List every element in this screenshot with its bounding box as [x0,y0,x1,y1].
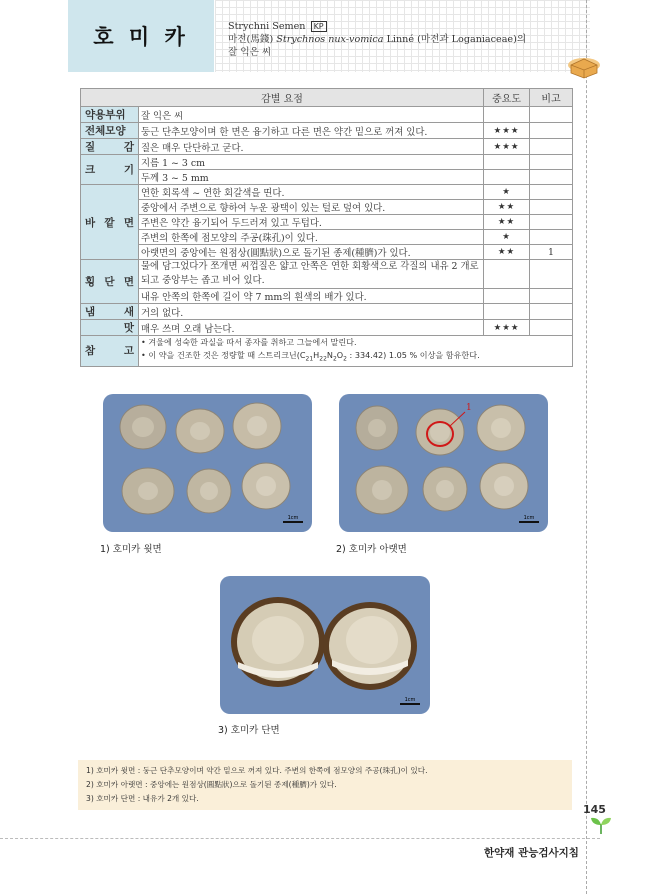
score-cell: ★★★ [484,139,530,155]
score-cell [484,155,530,170]
score-cell: ★★ [484,245,530,260]
formula-subscript: 2 [332,355,337,363]
table-row [81,320,573,336]
score-cell [484,304,530,320]
kp-badge: KP [311,21,327,32]
note-cell [530,304,573,320]
photo-top-face [103,394,312,532]
category-cell: 전체모양 [81,123,139,139]
marker-label: 1 [466,403,472,413]
score-cell [484,170,530,185]
category-cell: 바 깥 면 [81,185,139,260]
page-number: 145 [583,803,606,816]
summary-line: 3) 호미카 단면 : 내유가 2개 있다. [86,794,199,803]
sprout-icon [590,816,612,834]
photo-cross-section [220,576,430,714]
category-cell: 맛 [81,320,139,336]
table-row [81,336,573,367]
formula-subscript: 21 [305,355,314,363]
summary-line: 2) 호미카 아랫면 : 중앙에는 원점상(圓點狀)으로 돌기된 종제(種臍)가 있다. [86,780,337,789]
table-row [81,215,573,230]
note-cell [530,260,573,289]
note-cell [530,320,573,336]
note-cell [530,289,573,304]
reference-cell [139,336,573,367]
description-cell: 주변은 약간 융기되어 두드러져 있고 두텁다. [139,215,484,230]
margin-dotted-line [586,0,587,894]
description-cell: 주변의 한쪽에 점모양의 주공(珠孔)이 있다. [139,230,484,245]
header-description [228,20,578,59]
origin-prefix: 마전(馬錢) [228,34,274,45]
table-header-row [81,89,573,107]
note-cell [530,155,573,170]
score-cell [484,289,530,304]
description-cell: 매우 쓰며 오래 남는다. [139,320,484,336]
reference-line-1: • 겨울에 성숙한 과실을 따서 종자를 취하고 그늘에서 말린다. [141,337,357,347]
category-cell: 참 고 [81,336,139,367]
book-title: 한약재 관능검사지침 [484,847,579,859]
herb-box-icon [567,53,601,79]
description-cell: 지름 1 ~ 3 cm [139,155,484,170]
table-row [81,155,573,170]
note-cell [530,185,573,200]
scale-label: 1cm [287,515,299,521]
note-cell [530,230,573,245]
header-importance: 중요도 [484,89,530,107]
summary-box [78,760,572,810]
note-cell [530,200,573,215]
reference-text: • 이 약을 건조한 것은 정량할 때 스트리크닌(C [141,350,306,360]
description-cell: 질은 매우 단단하고 굳다. [139,139,484,155]
table-row [81,304,573,320]
evaluation-table [80,88,573,367]
species-name: Strychnos nux-vomica [276,34,384,45]
footer-divider [0,838,600,839]
latin-name: Strychni Semen [228,21,306,32]
score-cell [484,260,530,289]
formula-subscript: 22 [319,355,327,363]
score-cell [484,107,530,123]
score-cell: ★★ [484,200,530,215]
description-cell: 아랫면의 중앙에는 원점상(圓點狀)으로 돌기된 종제(種臍)가 있다. [139,245,484,260]
reference-text: : 334.42) 1.05 % 이상을 함유한다. [346,350,480,360]
score-cell: ★★★ [484,320,530,336]
table-row [81,230,573,245]
table-row [81,260,573,289]
figure-caption-2: 2) 호미카 아랫면 [336,544,407,555]
table-row [81,139,573,155]
table-row [81,170,573,185]
formula-subscript: 2 [343,355,347,363]
photo-bottom-face [339,394,548,532]
table-row [81,185,573,200]
origin-suffix: Linné (마전과 Loganiaceae)의 [386,34,527,45]
header-key-points: 감별 요점 [81,89,484,107]
table-row [81,123,573,139]
description-cell: 물에 담그었다가 쪼개면 씨껍질은 얇고 안쪽은 연한 회황색으로 각질의 내유 2 개로 되고 중앙부는 좁고 비어 있다. [139,260,484,289]
table-row [81,200,573,215]
description-cell: 중앙에서 주변으로 향하여 누운 광택이 있는 털로 덮여 있다. [139,200,484,215]
score-cell: ★ [484,185,530,200]
note-cell [530,139,573,155]
score-cell: ★ [484,230,530,245]
description-cell: 두께 3 ~ 5 mm [139,170,484,185]
figure-caption-3: 3) 호미카 단면 [218,725,280,736]
description-cell: 거의 없다. [139,304,484,320]
score-cell: ★★ [484,215,530,230]
figure-caption-1: 1) 호미카 윗면 [100,544,162,555]
category-cell: 횡 단 면 [81,260,139,304]
description-cell: 연한 회록색 ~ 연한 회갈색을 띤다. [139,185,484,200]
note-cell: 1 [530,245,573,260]
reference-line-2 [141,349,570,366]
category-cell: 크 기 [81,155,139,185]
category-cell: 약용부위 [81,107,139,123]
summary-line: 1) 호미카 윗면 : 둥근 단추모양이며 약간 밑으로 꺼져 있다. 주변의 한쪽에 점모양의 주공(珠孔)이 있다. [86,766,428,775]
description-cell: 내유 안쪽의 한쪽에 길이 약 7 mm의 흰색의 배가 있다. [139,289,484,304]
title-box [68,0,214,72]
note-cell [530,107,573,123]
header-note: 비고 [530,89,573,107]
description-cell: 잘 익은 씨 [139,107,484,123]
scale-label: 1cm [523,515,535,521]
category-cell: 냄 새 [81,304,139,320]
score-cell: ★★★ [484,123,530,139]
origin-line2: 잘 익은 씨 [228,47,272,58]
page-title: 호 미 카 [93,25,189,49]
table-row [81,245,573,260]
scale-label: 1cm [404,697,416,703]
table-row [81,289,573,304]
note-cell [530,215,573,230]
formula-element: O [336,350,344,360]
note-cell [530,123,573,139]
description-cell: 둥근 단추모양이며 한 면은 융기하고 다른 면은 약간 밑으로 꺼져 있다. [139,123,484,139]
note-cell [530,170,573,185]
category-cell: 질 감 [81,139,139,155]
table-row [81,107,573,123]
formula-element: H [313,350,320,360]
formula-element: N [326,350,333,360]
